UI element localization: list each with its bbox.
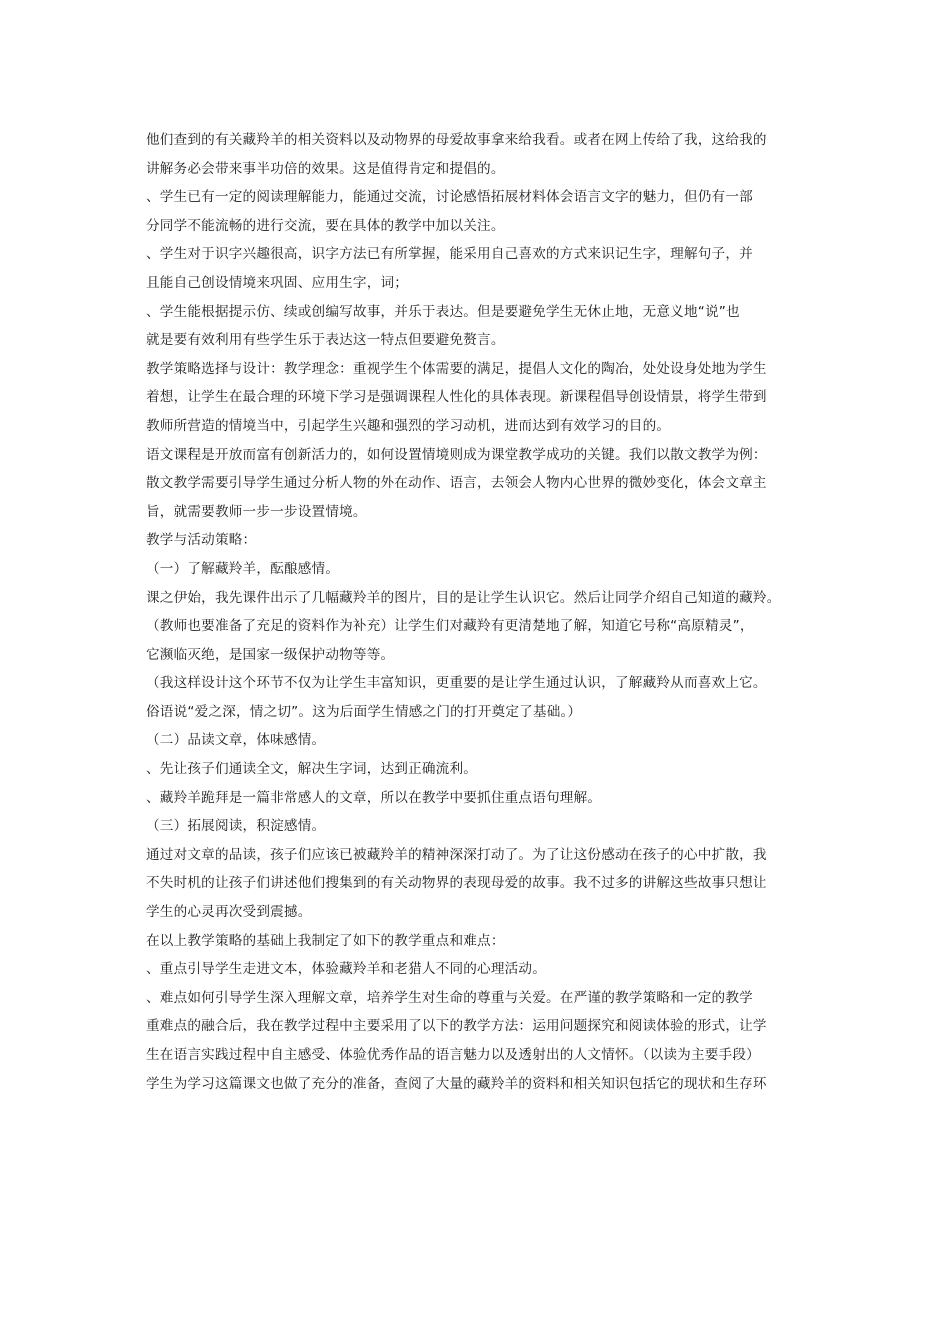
text-line: 课之伊始，我先课件出示了几幅藏羚羊的图片，目的是让学生认识它。然后让同学介绍自己知道的藏羚。 (146, 589, 781, 606)
text-line: 、重点引导学生走进文本，体验藏羚羊和老猎人不同的心理活动。 (146, 961, 547, 978)
text-line: 语文课程是开放而富有创新活力的，如何设置情境则成为课堂教学成功的关键。我们以散文教学为例： (146, 446, 767, 463)
text-line: 重难点的融合后，我在教学过程中主要采用了以下的教学方法：运用问题探究和阅读体验的形式，让学 (146, 1018, 767, 1035)
text-line: （我这样设计这个环节不仅为让学生丰富知识，更重要的是让学生通过认识，了解藏羚从而喜欢上它。 (146, 675, 767, 692)
text-line: 、学生对于识字兴趣很高，识字方法已有所掌握，能采用自己喜欢的方式来识记生字，理解句子，并 (146, 246, 753, 263)
text-line: 教学与活动策略： (146, 532, 257, 549)
text-line: （二）品读文章，体味感情。 (146, 732, 326, 749)
text-line: 教师所营造的情境当中，引起学生兴趣和强烈的学习动机，进而达到有效学习的目的。 (146, 417, 671, 434)
text-line: 在以上教学策略的基础上我制定了如下的教学重点和难点： (146, 932, 505, 949)
text-line: 、学生能根据提示仿、续或创编写故事，并乐于表达。但是要避免学生无休止地，无意义地“说”也 (146, 303, 740, 320)
text-line: 、学生已有一定的阅读理解能力，能通过交流，讨论感悟拓展材料体会语言文字的魅力，但仍有一部 (146, 189, 753, 206)
text-line: 不失时机的让孩子们讲述他们搜集到的有关动物界的表现母爱的故事。我不过多的讲解这些故事只想让 (146, 875, 767, 892)
text-line: （教师也要准备了充足的资料作为补充）让学生们对藏羚有更清楚地了解，知道它号称“高原精灵”， (146, 618, 754, 635)
text-line: （一）了解藏羚羊，酝酿感情。 (146, 560, 340, 577)
text-line: 散文教学需要引导学生通过分析人物的外在动作、语言，去领会人物内心世界的微妙变化，体会文章主 (146, 475, 767, 492)
text-line: 教学策略选择与设计：教学理念：重视学生个体需要的满足，提倡人文化的陶冶，处处设身处地为学生 (146, 360, 767, 377)
text-line: 他们查到的有关藏羚羊的相关资料以及动物界的母爱故事拿来给我看。或者在网上传给了我，这给我的 (146, 132, 767, 148)
text-line: 通过对文章的品读，孩子们应该已被藏羚羊的精神深深打动了。为了让这份感动在孩子的心中扩散，我 (146, 846, 767, 863)
body-text (146, 126, 806, 1098)
text-line: 学生的心灵再次受到震撼。 (146, 904, 312, 921)
text-line: 、难点如何引导学生深入理解文章，培养学生对生命的尊重与关爱。在严谨的教学策略和一定的教学 (146, 989, 753, 1006)
text-line: 它濒临灭绝，是国家一级保护动物等等。 (146, 646, 395, 663)
text-line: 旨，就需要教师一步一步设置情境。 (146, 503, 367, 520)
text-line: （三）拓展阅读，积淀感情。 (146, 818, 326, 835)
text-line: 、先让孩子们通读全文，解决生字词，达到正确流利。 (146, 761, 478, 778)
text-line: 、藏羚羊跪拜是一篇非常感人的文章，所以在教学中要抓住重点语句理解。 (146, 789, 602, 806)
text-line: 俗语说“爱之深，情之切”。这为后面学生情感之门的打开奠定了基础。） (146, 703, 582, 720)
text-line: 就是要有效利用有些学生乐于表达这一特点但要避免赘言。 (146, 332, 505, 349)
text-line: 学生为学习这篇课文也做了充分的准备，查阅了大量的藏羚羊的资料和相关知识包括它的现状和生存环 (146, 1075, 767, 1092)
text-line: 生在语言实践过程中自主感受、体验优秀作品的语言魅力以及透射出的人文情怀。（以读为主要手段） (146, 1047, 760, 1063)
text-line: 且能自己创设情境来巩固、应用生字，词； (146, 274, 409, 291)
text-line: 分同学不能流畅的进行交流，要在具体的教学中加以关注。 (146, 217, 505, 234)
text-line: 讲解务必会带来事半功倍的效果。这是值得肯定和提倡的。 (146, 160, 505, 177)
text-line: 着想，让学生在最合理的环境下学习是强调课程人性化的具体表现。新课程倡导创设情景，将学生带到 (146, 389, 767, 406)
